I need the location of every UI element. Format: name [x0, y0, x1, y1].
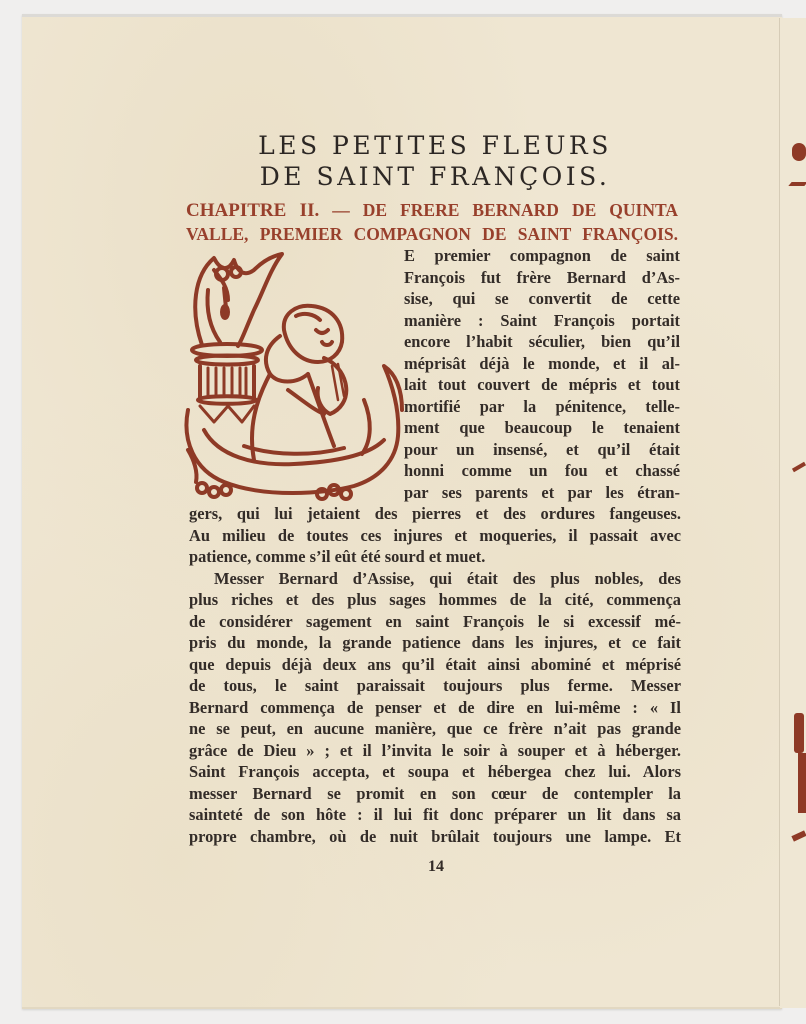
body-text-line: ne se peut, en aucune manière, que ce frère n’ait pas grande [189, 719, 681, 738]
adjacent-page-ornament [792, 143, 806, 161]
body-text-line: de considérer sagement en saint François le si excessif mé- [189, 611, 681, 631]
chapter-heading-line-1 [186, 198, 678, 223]
page-number: 14 [428, 858, 444, 875]
adjacent-page-ornament [792, 462, 806, 472]
body-text-line: de tous, le saint paraissait toujours plus ferme. Messer [189, 676, 681, 695]
body-text-line: E premier compagnon de saint [404, 246, 680, 265]
body-text-line: manière : Saint François portait [404, 310, 680, 330]
adjacent-page-ornament [798, 753, 806, 813]
body-text-line: encore l’habit séculier, bien qu’il [404, 332, 680, 351]
body-text-line: honni comme un fou et chassé [404, 461, 680, 480]
chapter-heading-line-2: VALLE, PREMIER COMPAGNON DE SAINT FRANÇOIS. [186, 224, 678, 244]
body-text-line: gers, qui lui jetaient des pierres et des ordures fangeuses. [189, 504, 681, 523]
body-text-line: ment que beaucoup le tenaient [404, 418, 680, 437]
chapter-label: CHAPITRE II. [186, 200, 320, 221]
body-text-line: méprisât déjà le monde, et il al- [404, 353, 680, 373]
body-text-line: patience, comme s’il eût été sourd et muet. [189, 547, 486, 566]
body-text-line: sise, qui se convertit de cette [404, 289, 680, 308]
chapter-heading-rest: — DE FRERE BERNARD DE QUINTA [319, 200, 678, 220]
body-text-line: messer Bernard se promit en son cœur de contempler la [189, 783, 681, 803]
adjacent-page-ornament [791, 830, 806, 841]
body-text-line: grâce de Dieu » ; et il l’invita le soir à souper et à héberger. [189, 740, 681, 760]
body-text-line: Bernard commença de penser et de dire en lui-même : « Il [189, 697, 681, 717]
body-text-line: Saint François accepta, et soupa et hébergea chez lui. Alors [189, 762, 681, 781]
adjacent-page-fragment [780, 18, 806, 1008]
body-text-line: mortifié par la pénitence, telle- [404, 396, 680, 416]
adjacent-page-ornament [794, 713, 804, 753]
body-text-line: Au milieu de toutes ces injures et moqueries, il passait avec [189, 525, 681, 545]
drop-cap-illustration-icon [184, 250, 404, 506]
body-text-line: sainteté de son hôte : il lui fit donc préparer un lit dans sa [189, 805, 681, 824]
body-text-line: plus riches et des plus sages hommes de la cité, commença [189, 590, 681, 609]
body-text-line: par ses parents et par les étran- [404, 482, 680, 502]
body-text-line: que depuis déjà deux ans qu’il était ainsi abominé et méprisé [189, 654, 681, 674]
body-text-line: François fut frère Bernard d’As- [404, 267, 680, 287]
body-text-line: lait tout couvert de mépris et tout [404, 375, 680, 394]
book-title-line-1: LES PETITES FLEURS [258, 131, 612, 160]
body-text-line: Messer Bernard d’Assise, qui était des plus nobles, des [214, 568, 681, 588]
body-text-line: pris du monde, la grande patience dans les injures, et ce fait [189, 633, 681, 652]
body-text-line: pour un insensé, et qu’il était [404, 439, 680, 459]
adjacent-page-ornament [788, 182, 806, 186]
body-text-line: propre chambre, où de nuit brûlait toujours une lampe. Et [189, 826, 681, 846]
book-title-line-2: DE SAINT FRANÇOIS. [259, 162, 611, 191]
